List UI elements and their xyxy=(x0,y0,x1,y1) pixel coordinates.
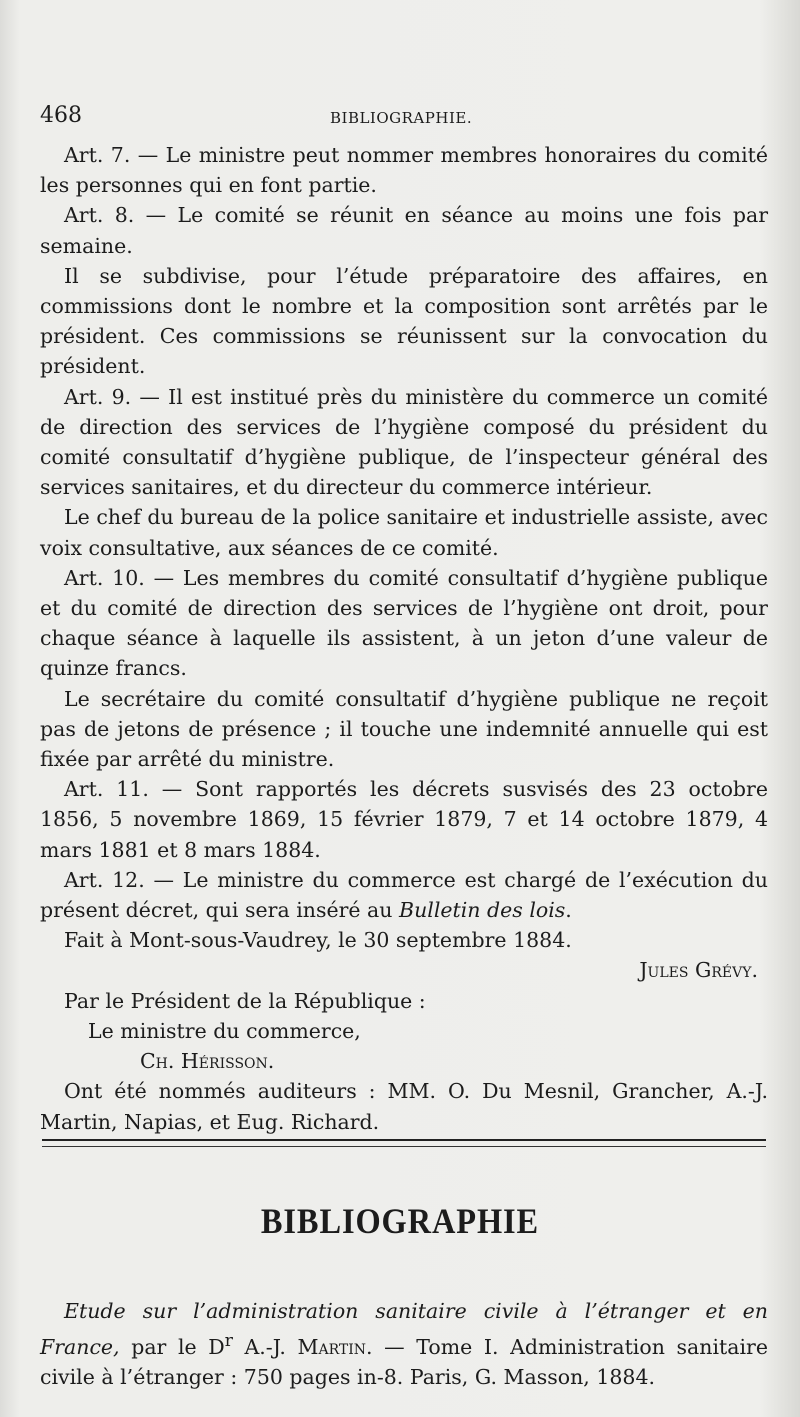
section-title: BIBLIOGRAPHIE xyxy=(260,1201,540,1241)
paragraph-art7: Art. 7. — Le ministre peut nommer membres honoraires du comité les personnes qui en font partie. xyxy=(40,143,768,198)
art12-end: . xyxy=(565,898,572,923)
paragraph-commissions: Il se subdivise, pour l’étude préparatoire des affaires, en commissions dont le nombre et la composition sont arrêtés par le président. Ces commissions se réunissent sur la convocation du président. xyxy=(40,263,768,379)
signature-ministre: Ch. Hérisson. xyxy=(140,1049,275,1074)
book-title: Etude sur l’administration sanitaire civile à l’étranger et en France, xyxy=(40,1299,768,1359)
signature-president: Jules Grévy. xyxy=(639,958,758,983)
paragraph-secretaire: Le secrétaire du comité consultatif d’hygiène publique ne reçoit pas de jetons de présence ; il touche une indemnité annuelle qui est fixée par arrêté du ministre. xyxy=(40,686,768,772)
author-title-sup: r xyxy=(224,1331,233,1351)
paragraph-art12 xyxy=(40,865,768,925)
section-rule-thick xyxy=(42,1139,766,1141)
section-rule-thin xyxy=(42,1146,766,1147)
bibliography-entry xyxy=(40,1296,768,1392)
page-header xyxy=(40,103,760,137)
paragraph-art10: Art. 10. — Les membres du comité consultatif d’hygiène publique et du comité de direction des services de l’hygiène ont droit, pour chaque séance à laquelle ils assistent, à un jeton d’une valeur de quinze francs. xyxy=(40,565,768,681)
article-text xyxy=(40,140,768,1137)
page-number: 468 xyxy=(40,103,82,128)
paragraph-art8: Art. 8. — Le comité se réunit en séance au moins une fois par semaine. xyxy=(40,203,768,258)
paragraph-art11: Art. 11. — Sont rapportés les décrets susvisés des 23 octobre 1856, 5 novembre 1869, 15 février 1879, 7 et 14 octobre 1879, 4 mars 1881 et 8 mars 1884. xyxy=(40,777,768,862)
author-name: A.-J. Martin. xyxy=(232,1334,373,1359)
paragraph-auditeurs: Ont été nommés auditeurs : MM. O. Du Mesnil, Grancher, A.-J. Martin, Napias, et Eug. Richard. xyxy=(40,1079,768,1134)
paragraph-fait-a: Fait à Mont-sous-Vaudrey, le 30 septembre 1884. xyxy=(64,928,572,953)
paragraph-par-le-president: Par le Président de la République : xyxy=(64,988,426,1013)
bibliography-paragraph xyxy=(40,1296,768,1392)
book-details: — Tome I. Administration sanitaire civile à l’étranger : 750 pages in-8. Paris, G. Masson, 1884. xyxy=(40,1334,768,1389)
author-prefix: par le D xyxy=(119,1334,225,1359)
art12-text: Art. 12. — Le ministre du commerce est chargé de l’exécution du présent décret, qui sera inséré au xyxy=(40,867,768,923)
paragraph-chef-bureau: Le chef du bureau de la police sanitaire et industrielle assiste, avec voix consultative, aux séances de ce comité. xyxy=(40,505,768,560)
bulletin-title: Bulletin des lois xyxy=(399,898,566,923)
paragraph-ministre: Le ministre du commerce, xyxy=(88,1018,361,1043)
paragraph-art9: Art. 9. — Il est institué près du ministère du commerce un comité de direction des services de l’hygiène composé du président du comité consultatif d’hygiène publique, de l’inspecteur général des services sanitaires, et du directeur du commerce intérieur. xyxy=(40,384,768,500)
running-head: BIBLIOGRAPHIE. xyxy=(330,109,473,127)
